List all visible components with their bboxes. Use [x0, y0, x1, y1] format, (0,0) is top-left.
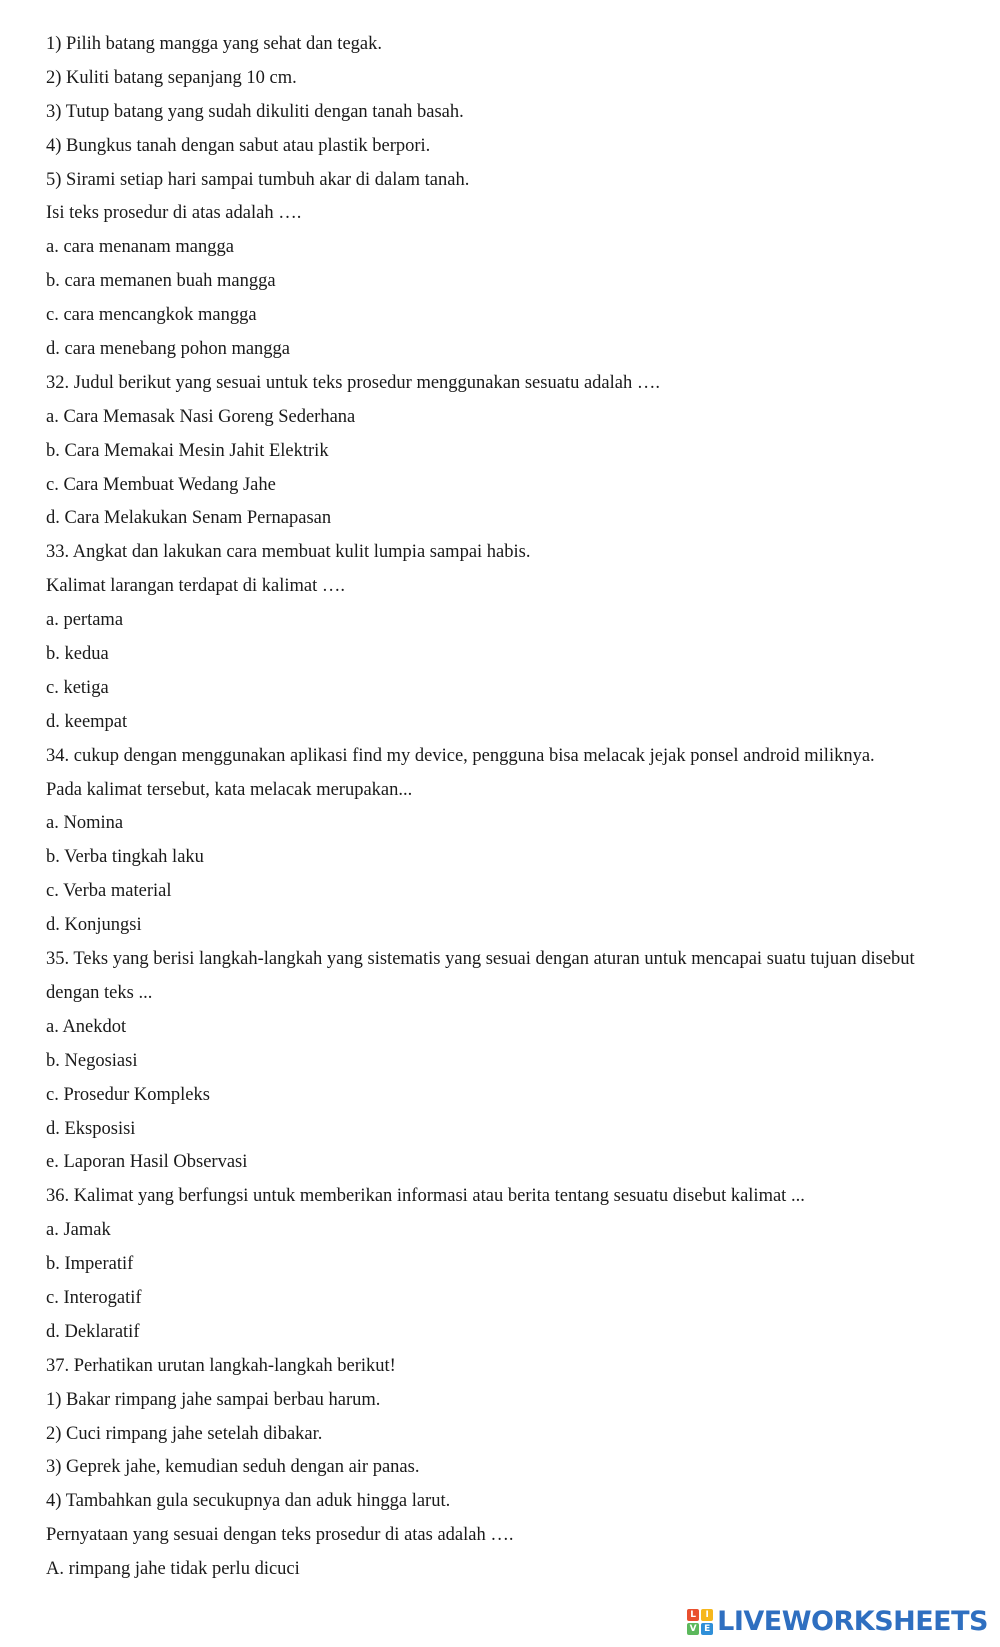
text-line: Isi teks prosedur di atas adalah ….	[46, 203, 302, 224]
text-line: 32. Judul berikut yang sesuai untuk teks prosedur menggunakan sesuatu adalah ….	[46, 372, 660, 393]
text-line: d. Cara Melakukan Senam Pernapasan	[46, 508, 332, 529]
text-line: c. ketiga	[46, 677, 109, 698]
logo-tile: E	[701, 1623, 713, 1635]
text-line: d. Eksposisi	[46, 1118, 136, 1139]
text-line: 2) Cuci rimpang jahe setelah dibakar.	[46, 1423, 323, 1444]
text-line: b. Verba tingkah laku	[46, 847, 204, 868]
text-line: 34. cukup dengan menggunakan aplikasi find my device, pengguna bisa melacak jejak ponsel android miliknya.	[46, 745, 875, 766]
text-line: 4) Bungkus tanah dengan sabut atau plastik berpori.	[46, 135, 431, 156]
text-line: dengan teks ...	[46, 982, 153, 1003]
logo-tile: L	[687, 1609, 699, 1621]
liveworksheets-branding	[687, 1606, 988, 1637]
text-line: a. Cara Memasak Nasi Goreng Sederhana	[46, 406, 356, 427]
worksheet-text	[46, 34, 986, 1593]
text-line: Kalimat larangan terdapat di kalimat ….	[46, 576, 345, 597]
text-line: a. Anekdot	[46, 1016, 127, 1037]
text-line: b. Cara Memakai Mesin Jahit Elektrik	[46, 440, 329, 461]
text-line: 3) Geprek jahe, kemudian seduh dengan air panas.	[46, 1457, 420, 1478]
text-line: Pada kalimat tersebut, kata melacak merupakan...	[46, 779, 413, 800]
text-line: d. keempat	[46, 711, 128, 732]
text-line: Pernyataan yang sesuai dengan teks prosedur di atas adalah ….	[46, 1525, 514, 1546]
text-line: 36. Kalimat yang berfungsi untuk memberikan informasi atau berita tentang sesuatu disebut kalimat ...	[46, 1186, 805, 1207]
text-line: b. Negosiasi	[46, 1050, 138, 1071]
text-line: 35. Teks yang berisi langkah-langkah yang sistematis yang sesuai dengan aturan untuk mencapai suatu tujuan disebut	[46, 949, 915, 970]
text-line: b. Imperatif	[46, 1254, 134, 1275]
text-line: c. Prosedur Kompleks	[46, 1084, 210, 1105]
text-line: 3) Tutup batang yang sudah dikuliti dengan tanah basah.	[46, 101, 464, 122]
text-line: b. kedua	[46, 644, 109, 665]
brand-name: LIVEWORKSHEETS	[717, 1606, 988, 1637]
text-line: 5) Sirami setiap hari sampai tumbuh akar di dalam tanah.	[46, 169, 470, 190]
logo-tile: I	[701, 1609, 713, 1621]
text-line: c. Verba material	[46, 881, 172, 902]
text-line: 2) Kuliti batang sepanjang 10 cm.	[46, 67, 297, 88]
text-line: c. Interogatif	[46, 1287, 142, 1308]
text-line: c. cara mencangkok mangga	[46, 305, 257, 326]
liveworksheets-logo-icon	[687, 1609, 713, 1635]
text-line: a. pertama	[46, 610, 124, 631]
text-line: d. Deklaratif	[46, 1321, 140, 1342]
text-line: A. rimpang jahe tidak perlu dicuci	[46, 1559, 300, 1580]
text-line: a. Nomina	[46, 813, 124, 834]
text-line: 37. Perhatikan urutan langkah-langkah berikut!	[46, 1355, 396, 1376]
text-line: b. cara memanen buah mangga	[46, 271, 276, 292]
text-line: d. Konjungsi	[46, 915, 142, 936]
logo-tile: V	[687, 1623, 699, 1635]
text-line: d. cara menebang pohon mangga	[46, 339, 291, 360]
text-line: 1) Bakar rimpang jahe sampai berbau harum.	[46, 1389, 381, 1410]
text-line: 4) Tambahkan gula secukupnya dan aduk hingga larut.	[46, 1491, 451, 1512]
text-line: 1) Pilih batang mangga yang sehat dan tegak.	[46, 34, 382, 54]
text-line: 33. Angkat dan lakukan cara membuat kulit lumpia sampai habis.	[46, 542, 531, 563]
text-line: a. Jamak	[46, 1220, 111, 1241]
text-line: e. Laporan Hasil Observasi	[46, 1152, 248, 1173]
text-line: c. Cara Membuat Wedang Jahe	[46, 474, 276, 495]
text-line: a. cara menanam mangga	[46, 237, 234, 258]
